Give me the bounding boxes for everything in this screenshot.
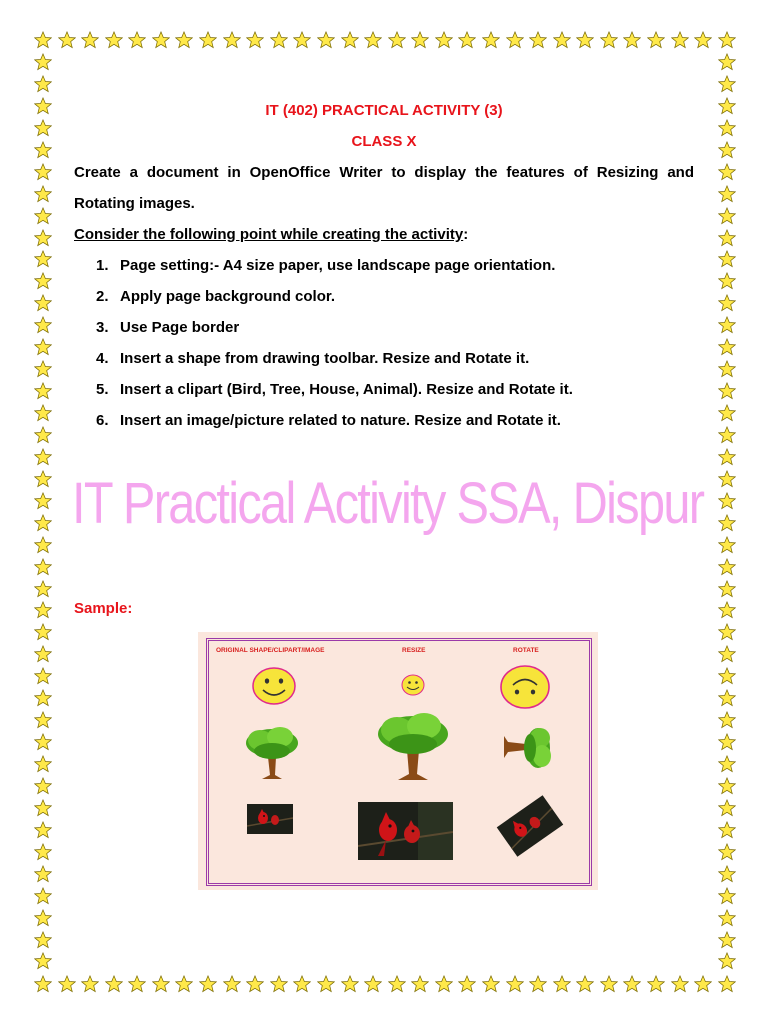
list-item-text: Insert a shape from drawing toolbar. Resize and Rotate it. [120, 350, 530, 367]
star-icon [34, 580, 52, 598]
star-icon [152, 31, 170, 49]
smiley-rotated-icon [499, 664, 551, 710]
star-icon [223, 31, 241, 49]
star-icon [34, 975, 52, 993]
star-icon [576, 31, 594, 49]
star-icon [364, 31, 382, 49]
star-icon [34, 250, 52, 268]
header-rotate: ROTATE [513, 647, 539, 654]
star-icon [411, 975, 429, 993]
star-icon [435, 975, 453, 993]
star-icon [718, 31, 736, 49]
star-icon [718, 75, 736, 93]
star-icon [718, 733, 736, 751]
list-item-number: 5. [96, 381, 109, 398]
star-icon [718, 558, 736, 576]
star-icon [718, 821, 736, 839]
star-icon [34, 689, 52, 707]
star-icon [647, 31, 665, 49]
star-icon [647, 975, 665, 993]
star-icon [718, 163, 736, 181]
star-icon [435, 31, 453, 49]
cardinal-photo-rotated-icon [492, 792, 568, 860]
star-icon [34, 887, 52, 905]
star-icon [718, 250, 736, 268]
star-icon [175, 31, 193, 49]
star-icon [600, 975, 618, 993]
list-item-text: Insert an image/picture related to nature. Resize and Rotate it. [120, 412, 561, 429]
consider-heading-colon: : [463, 226, 469, 243]
star-icon [623, 975, 641, 993]
page-title: IT (402) PRACTICAL ACTIVITY (3) [265, 102, 503, 119]
star-icon [718, 360, 736, 378]
star-icon [34, 448, 52, 466]
star-icon [34, 31, 52, 49]
star-icon [718, 667, 736, 685]
star-icon [34, 185, 52, 203]
star-icon [34, 909, 52, 927]
star-icon [506, 975, 524, 993]
star-icon [34, 294, 52, 312]
star-icon [105, 975, 123, 993]
star-icon [458, 975, 476, 993]
star-icon [718, 404, 736, 422]
star-icon [199, 31, 217, 49]
star-icon [694, 975, 712, 993]
cardinal-photo-original-icon [247, 804, 293, 834]
star-icon [34, 426, 52, 444]
star-icon [458, 31, 476, 49]
star-icon [576, 975, 594, 993]
star-icon [718, 185, 736, 203]
star-icon [718, 755, 736, 773]
star-icon [34, 514, 52, 532]
star-icon [718, 229, 736, 247]
star-icon [81, 975, 99, 993]
star-icon [718, 272, 736, 290]
header-original: ORIGINAL SHAPE/CLIPART/IMAGE [216, 647, 325, 654]
star-icon [718, 382, 736, 400]
star-icon [34, 75, 52, 93]
star-icon [34, 470, 52, 488]
star-icon [718, 711, 736, 729]
star-icon [34, 843, 52, 861]
star-icon [341, 31, 359, 49]
star-icon [718, 645, 736, 663]
star-icon [506, 31, 524, 49]
star-icon [293, 975, 311, 993]
star-icon [718, 316, 736, 334]
star-icon [34, 623, 52, 641]
star-icon [34, 119, 52, 137]
star-icon [718, 448, 736, 466]
star-icon [34, 645, 52, 663]
star-icon [34, 404, 52, 422]
star-icon [718, 843, 736, 861]
star-icon [718, 777, 736, 795]
cardinal-photo-resized-icon [358, 802, 453, 860]
list-item [96, 319, 239, 336]
star-icon [34, 558, 52, 576]
star-icon [128, 31, 146, 49]
list-item [96, 350, 529, 367]
star-icon [128, 975, 146, 993]
list-item-text: Insert a clipart (Bird, Tree, House, Animal). Resize and Rotate it. [120, 381, 573, 398]
star-icon [553, 975, 571, 993]
star-icon [34, 207, 52, 225]
intro-line-2: Rotating images. [74, 195, 195, 212]
star-icon [341, 975, 359, 993]
star-icon [718, 119, 736, 137]
star-icon [718, 952, 736, 970]
smiley-original-icon [251, 666, 297, 706]
star-icon [152, 975, 170, 993]
star-border-right [718, 53, 736, 971]
header-resize: RESIZE [402, 647, 426, 654]
star-icon [718, 799, 736, 817]
consider-heading [74, 226, 694, 243]
star-icon [671, 31, 689, 49]
star-icon [317, 975, 335, 993]
star-icon [718, 53, 736, 71]
star-icon [199, 975, 217, 993]
list-item-number: 6. [96, 412, 109, 429]
star-icon [34, 952, 52, 970]
star-icon [34, 382, 52, 400]
star-icon [718, 514, 736, 532]
star-icon [411, 31, 429, 49]
star-icon [293, 31, 311, 49]
star-icon [223, 975, 241, 993]
star-border-bottom [34, 975, 736, 993]
tree-original-icon [244, 723, 300, 781]
intro-line-1: Create a document in OpenOffice Writer to display the features of Resizing and [74, 164, 694, 181]
star-icon [718, 689, 736, 707]
list-item-text: Use Page border [120, 319, 240, 336]
star-icon [34, 316, 52, 334]
star-icon [34, 53, 52, 71]
star-icon [671, 975, 689, 993]
star-icon [246, 31, 264, 49]
sample-label: Sample: [74, 600, 133, 617]
list-item-number: 1. [96, 257, 109, 274]
star-icon [694, 31, 712, 49]
star-icon [81, 31, 99, 49]
star-icon [34, 272, 52, 290]
star-icon [718, 470, 736, 488]
star-icon [317, 31, 335, 49]
star-icon [34, 360, 52, 378]
watermark-text: IT Practical Activity SSA, Dispur [72, 471, 704, 536]
star-icon [34, 163, 52, 181]
star-icon [388, 975, 406, 993]
consider-heading-text: Consider the following point while creating the activity [74, 226, 464, 243]
list-item-text: Apply page background color. [120, 288, 336, 305]
star-icon [34, 931, 52, 949]
star-icon [34, 821, 52, 839]
star-icon [623, 31, 641, 49]
star-icon [34, 711, 52, 729]
star-border-top [34, 31, 736, 49]
tree-resized-icon [376, 710, 450, 782]
star-icon [34, 536, 52, 554]
smiley-resized-icon [401, 674, 425, 696]
star-icon [34, 667, 52, 685]
star-icon [718, 97, 736, 115]
star-icon [718, 294, 736, 312]
star-icon [175, 975, 193, 993]
star-icon [600, 31, 618, 49]
star-border-left [34, 53, 52, 971]
star-icon [58, 975, 76, 993]
list-item [96, 257, 555, 274]
list-item-number: 2. [96, 288, 109, 305]
star-icon [718, 931, 736, 949]
star-icon [270, 975, 288, 993]
star-icon [34, 492, 52, 510]
star-icon [34, 799, 52, 817]
list-item [96, 381, 573, 398]
star-icon [34, 733, 52, 751]
star-icon [34, 865, 52, 883]
star-icon [270, 31, 288, 49]
list-item-number: 4. [96, 350, 109, 367]
star-icon [718, 536, 736, 554]
class-title: CLASS X [351, 133, 417, 150]
list-item [96, 412, 561, 429]
star-icon [34, 229, 52, 247]
star-icon [364, 975, 382, 993]
list-item [96, 288, 335, 305]
star-icon [34, 141, 52, 159]
star-icon [105, 31, 123, 49]
star-icon [718, 207, 736, 225]
star-icon [718, 141, 736, 159]
star-icon [34, 97, 52, 115]
star-icon [388, 31, 406, 49]
star-icon [718, 426, 736, 444]
star-icon [34, 338, 52, 356]
star-icon [718, 887, 736, 905]
star-icon [553, 31, 571, 49]
star-icon [529, 975, 547, 993]
star-icon [482, 975, 500, 993]
tree-rotated-icon [504, 726, 552, 770]
star-icon [718, 865, 736, 883]
star-icon [718, 338, 736, 356]
star-icon [718, 909, 736, 927]
star-icon [58, 31, 76, 49]
star-icon [34, 755, 52, 773]
star-icon [718, 601, 736, 619]
star-icon [482, 31, 500, 49]
list-item-text: Page setting:- A4 size paper, use landscape page orientation. [120, 257, 556, 274]
star-icon [529, 31, 547, 49]
star-icon [34, 777, 52, 795]
list-item-number: 3. [96, 319, 109, 336]
star-icon [246, 975, 264, 993]
star-icon [718, 580, 736, 598]
star-icon [718, 492, 736, 510]
sample-image [198, 632, 598, 890]
star-icon [718, 623, 736, 641]
star-icon [718, 975, 736, 993]
star-icon [34, 601, 52, 619]
